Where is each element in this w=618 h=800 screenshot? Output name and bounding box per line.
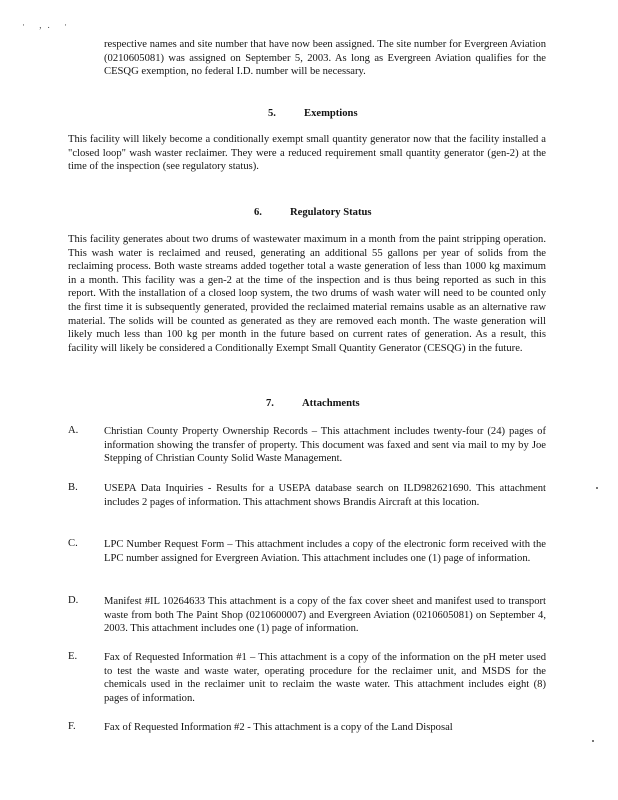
page-edge-marks: · ,. · xyxy=(22,20,73,30)
section-heading-exemptions xyxy=(268,108,358,119)
section-heading-regulatory-status xyxy=(254,207,372,218)
attachment-text-d: Manifest #IL 10264633 This attachment is a copy of the fax cover sheet and manifest used to transport waste from both The Paint Shop (0210600007) and Evergreen Aviation (0210605081) on September 4, 2003. This attachment includes one (1) page of information. xyxy=(104,596,546,635)
attachment-letter-e: E. xyxy=(68,651,78,662)
attachment-letter-d: D. xyxy=(68,595,79,606)
attachment-letter-f: F. xyxy=(68,721,76,732)
section-number: 6. xyxy=(254,207,262,218)
attachment-text-b: USEPA Data Inquiries - Results for a USEPA database search on ILD982621690. This attachment includes 2 pages of information. This attachment shows Brandis Aircraft at this location. xyxy=(104,483,546,508)
attachment-letter-c: C. xyxy=(68,538,78,549)
attachment-text-e: Fax of Requested Information #1 – This attachment is a copy of the information on the pH meter used to test the waste and waste water, operating procedure for the reclaimer unit, and MSDS for the chemicals used in the reclaimer unit to reclaim the waste water. This attachment includes eight (8) pages of information. xyxy=(104,652,546,704)
section-number: 5. xyxy=(268,108,276,119)
regulatory-status-paragraph: This facility generates about two drums of wastewater maximum in a month from the paint stripping operation. This wash water is reclaimed and reused, generating an additional 55 gallons per year of solids from the reclaiming process. Both waste streams added together total a waste generation of less than 1000 kg maximum in a month. This facility was a gen-2 at the time of the inspection and is thus being reported as such in this report. With the installation of a closed loop system, the two drums of wash water will need to be counted only the first time it is subsequently generated, provided the reclaimed material remains usable as an alternative raw material. The solids will be counted as generated as they are removed each month. The waste generation will likely much less than 100 kg per month in the future based on current rates of generation. As a result, this facility will likely be considered a Conditionally Exempt Small Quantity Generator (CESQG) in the future. xyxy=(68,234,546,354)
attachment-text-a: Christian County Property Ownership Records – This attachment includes twenty-four (24) pages of information showing the transfer of property. This document was faxed and sent via mail to my by Joe Stepping of Christian County Solid Waste Management. xyxy=(104,426,546,465)
section-heading-attachments xyxy=(266,398,360,409)
attachment-letter-a: A. xyxy=(68,425,79,436)
exemptions-paragraph: This facility will likely become a conditionally exempt small quantity generator now that the facility installed a "closed loop" wash waster reclaimer. They were a reduced requirement small quantity generator (gen-2) at the time of the inspection (see regulatory status). xyxy=(68,134,546,173)
attachment-text-c: LPC Number Request Form – This attachment includes a copy of the electronic form received with the LPC number assigned for Evergreen Aviation. This attachment includes one (1) page of information. xyxy=(104,539,546,564)
intro-paragraph: respective names and site number that have now been assigned. The site number for Evergreen Aviation (0210605081) was assigned on September 5, 2003. As long as Evergreen Aviation qualifies for the CESQG exemption, no federal I.D. number will be necessary. xyxy=(104,39,546,78)
scan-speck xyxy=(596,487,598,489)
attachment-text-f: Fax of Requested Information #2 - This attachment is a copy of the Land Disposal xyxy=(104,722,453,733)
attachment-letter-b: B. xyxy=(68,482,78,493)
section-title: Attachments xyxy=(302,398,360,409)
section-title: Exemptions xyxy=(304,108,358,119)
section-title: Regulatory Status xyxy=(290,207,372,218)
section-number: 7. xyxy=(266,398,274,409)
scan-speck xyxy=(592,740,594,742)
